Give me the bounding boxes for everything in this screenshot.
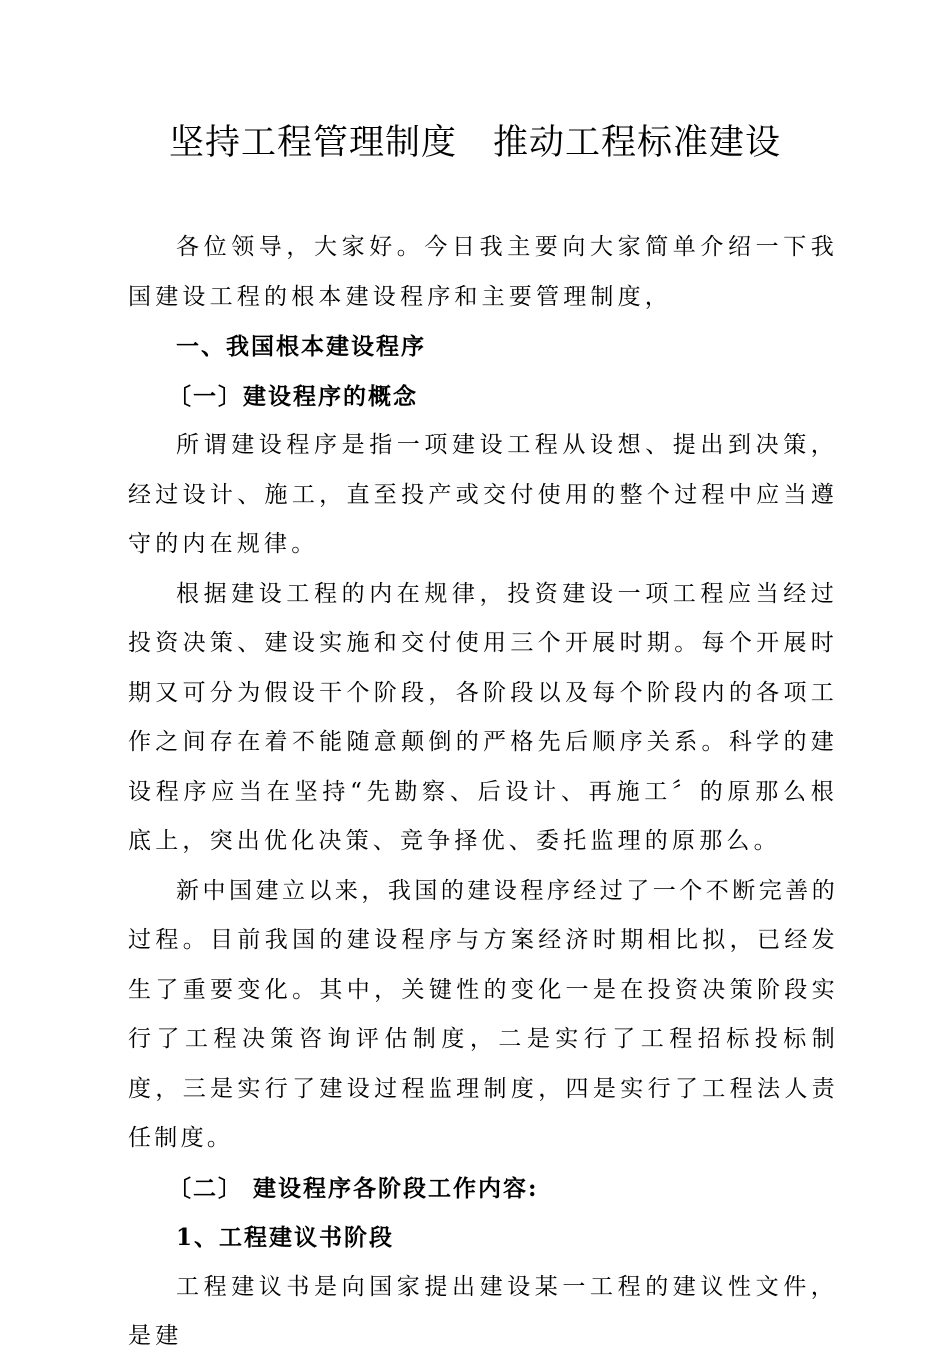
paragraph-phases: 根据建设工程的内在规律，投资建设一项工程应当经过投资决策、建设实施和交付使用三个开展时期。每个开展时期又可分为假设干个阶段，各阶段以及每个阶段内的各项工作之间存在着不能随意颠倒的严格先后顺序关系。科学的建设程序应当在坚持“先勘察、后设计、再施工〞的原那么根底上，突出优化决策、竞争择优、委托监理的原那么。	[128, 580, 838, 854]
paragraph-greeting: 各位领导，大家好。今日我主要向大家简单介绍一下我国建设工程的根本建设程序和主要管理制度，	[128, 234, 838, 310]
subsection-heading-1: 〔一〕建设程序的概念	[168, 382, 418, 410]
item-heading-1: 1、工程建议书阶段	[176, 1224, 395, 1251]
subsection-heading-2: 〔二〕 建设程序各阶段工作内容:	[168, 1174, 539, 1202]
paragraph-history: 新中国建立以来，我国的建设程序经过了一个不断完善的过程。目前我国的建设程序与方案经济时期相比拟，已经发生了重要变化。其中，关键性的变化一是在投资决策阶段实行了工程决策咨询评估制度，二是实行了工程招标投标制度，三是实行了建设过程监理制度，四是实行了工程法人责任制度。	[128, 877, 838, 1151]
paragraph-definition: 所谓建设程序是指一项建设工程从设想、提出到决策，经过设计、施工，直至投产或交付使用的整个过程中应当遵守的内在规律。	[128, 432, 838, 557]
document-title: 坚持工程管理制度 推动工程标准建设	[168, 123, 781, 163]
section-heading-1: 一、我国根本建设程序	[176, 333, 426, 360]
document-body	[128, 223, 838, 1362]
paragraph-proposal: 工程建议书是向国家提出建设某一工程的建议性文件，是建	[128, 1273, 838, 1349]
